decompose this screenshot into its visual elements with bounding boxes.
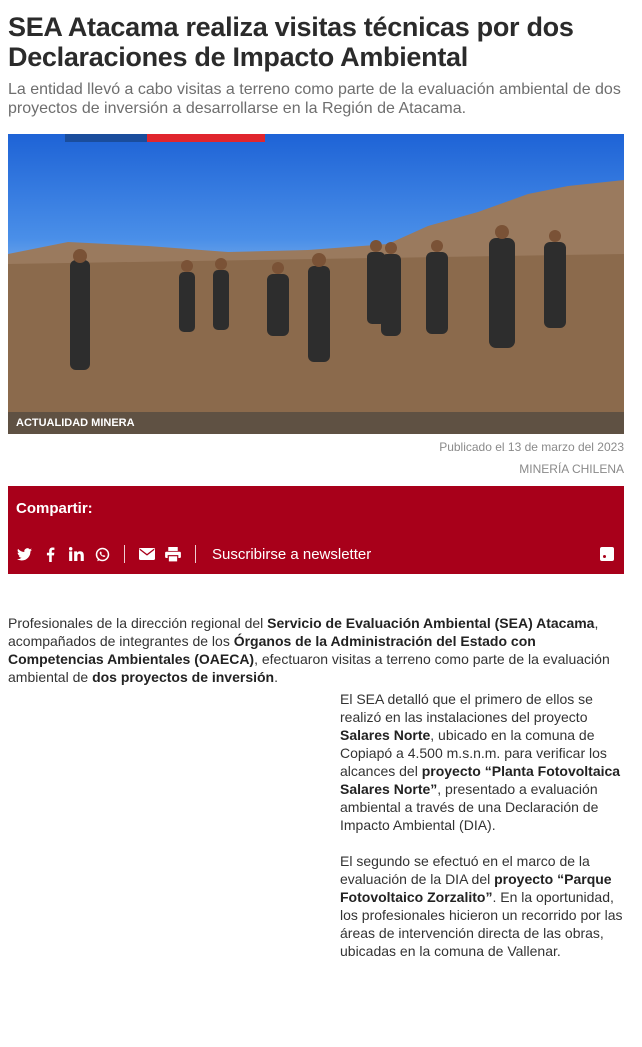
page-title: SEA Atacama realiza visitas técnicas por dos Declaraciones de Impacto Ambiental [8,12,574,72]
bold-text: proyecto “Parque Fotovoltaico Zorzalito” [340,871,612,905]
article-source: MINERÍA CHILENA [519,462,624,476]
linkedin-icon[interactable] [68,546,84,562]
publish-date: Publicado el 13 de marzo del 2023 [439,440,624,454]
divider [124,545,125,563]
bold-text: dos proyectos de inversión [92,669,275,685]
article-text-column [340,690,625,978]
bold-text: Órganos de la Administración del Estado con Competencias Ambientales (OAECA) [8,633,536,667]
print-icon[interactable] [165,546,181,562]
text-run: . En la oportunidad, los profesionales hicieron un recorrido por las áreas de intervención directa de las obras, ubicadas en la comuna de Vallenar. [340,889,623,959]
bold-text: proyecto “Planta Fotovoltaica Salares Norte” [340,763,621,797]
text-run: Profesionales de la dirección regional del [8,615,268,631]
share-label: Compartir: [16,500,93,517]
article-paragraph-2 [340,690,625,834]
rss-icon[interactable] [600,547,614,561]
facebook-icon[interactable] [42,546,58,562]
newsletter-link[interactable]: Suscribirse a newsletter [212,545,372,563]
article-paragraph-1 [8,614,624,686]
mountains-illustration [8,134,624,434]
whatsapp-icon[interactable] [94,546,110,562]
share-actions [16,544,371,564]
text-run: , presentado a evaluación ambiental a través de una Declaración de Impacto Ambiental (DIA). [340,781,599,833]
text-run: , ubicado en la comuna de Copiapó a 4.500 m.s.n.m. para verificar los alcances del [340,727,607,779]
share-bar [8,486,624,574]
text-run: , efectuaron visitas a terreno como parte de la evaluación ambiental de [8,651,610,685]
text-run: El segundo se efectuó en el marco de la evaluación de la DIA del [340,853,590,887]
article-header [8,0,624,118]
text-run: , acompañados de integrantes de los [8,615,599,649]
text-run: . [274,669,279,685]
bold-text: Salares Norte [340,727,431,743]
divider [195,545,196,563]
email-icon[interactable] [139,546,155,562]
image-credit: ACTUALIDAD MINERA [8,412,624,434]
article-subtitle: La entidad llevó a cabo visitas a terreno como parte de la evaluación ambiental de dos proyectos de inversión a desarrollarse en la Región de Atacama. [8,81,621,117]
bold-text: Servicio de Evaluación Ambiental (SEA) Atacama [267,615,595,631]
text-run: El SEA detalló que el primero de ellos se realizó en las instalaciones del proyecto [340,691,593,725]
article-paragraph-3 [340,852,625,960]
article-hero-image [8,134,624,434]
twitter-icon[interactable] [16,546,32,562]
